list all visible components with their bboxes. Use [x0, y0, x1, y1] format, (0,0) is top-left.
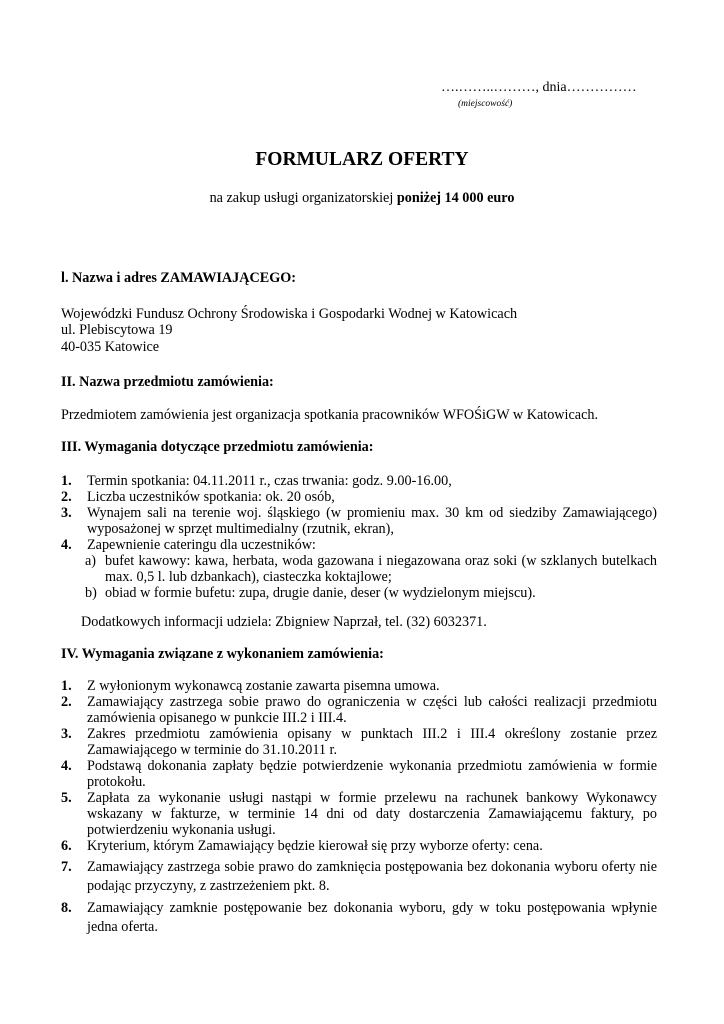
item-number: 1.	[61, 473, 72, 489]
item-number: 2.	[61, 694, 72, 710]
section1-heading: l. Nazwa i adres ZAMAWIAJĄCEGO:	[61, 270, 297, 286]
item-text: Zamawiający zastrzega sobie prawo do ograniczenia w części lub całości realizacji przedmiotu zamówienia opisanego w punkcie III.2 i III.4.	[87, 694, 657, 726]
item-number: 5.	[61, 790, 72, 806]
item-number: 3.	[61, 505, 72, 521]
section3-list	[61, 473, 657, 601]
place-date-line: ….……..………, dnia……………	[441, 80, 637, 95]
item-text: Zakres przedmiotu zamówienia opisany w punktach III.2 i III.4 określony zostanie przez Zamawiającego w terminie do 31.10.2011 r.	[87, 726, 657, 758]
item-text: Kryterium, którym Zamawiający będzie kierował się przy wyborze oferty: cena.	[87, 838, 543, 854]
list-item	[61, 790, 657, 838]
item-number: 3.	[61, 726, 72, 742]
place-hint: (miejscowość)	[458, 99, 513, 109]
list-item	[61, 505, 657, 537]
item-number: 7.	[61, 859, 72, 875]
list-item	[61, 726, 657, 758]
item-text: Termin spotkania: 04.11.2011 r., czas trwania: godz. 9.00-16.00,	[87, 473, 452, 489]
sub-item-text: obiad w formie bufetu: zupa, drugie danie, deser (w wydzielonym miejscu).	[105, 585, 536, 601]
item-text: Wynajem sali na terenie woj. śląskiego (w promieniu max. 30 km od siedziby Zamawiającego) wyposażonej w sprzęt multimedialny (rzutnik, ekran),	[87, 505, 657, 537]
sub-item	[61, 585, 657, 601]
item-number: 2.	[61, 489, 72, 505]
item-number: 8.	[61, 900, 72, 916]
page-title: FORMULARZ OFERTY	[255, 149, 469, 170]
list-item	[61, 694, 657, 726]
section2-text: Przedmiotem zamówienia jest organizacja spotkania pracowników WFOŚiGW w Katowicach.	[61, 407, 599, 423]
list-item	[61, 758, 657, 790]
item-text: Zapłata za wykonanie usługi nastąpi w formie przelewu na rachunek bankowy Wykonawcy wskazany w fakturze, w terminie 14 dni od daty dostarczenia Zamawiającemu faktury, po potwierdzeniu wykonania usługi.	[87, 790, 657, 838]
orderer-street: ul. Plebiscytowa 19	[61, 322, 173, 338]
item-text: Zamawiający zamknie postępowanie bez dokonania wyboru, gdy w toku postępowania wpłynie jedna oferta.	[87, 900, 657, 935]
item-text: Podstawą dokonania zapłaty będzie potwierdzenie wykonania przedmiotu zamówienia w formie protokołu.	[87, 758, 657, 790]
item-text: Zamawiający zastrzega sobie prawo do zamknięcia postępowania bez dokonania wyboru oferty nie podając przyczyny, z zastrzeżeniem pkt. 8.	[87, 859, 657, 894]
sub-item-label: b)	[85, 585, 97, 601]
list-item	[61, 489, 657, 505]
list-item	[61, 858, 657, 896]
section4-heading: IV. Wymagania związane z wykonaniem zamówienia:	[61, 646, 384, 662]
list-item	[61, 473, 657, 489]
subtitle-prefix: na zakup usługi organizatorskiej	[209, 190, 397, 206]
sub-item-text: bufet kawowy: kawa, herbata, woda gazowana i niegazowana oraz soki (w szklanych butelkach max. 0,5 l. lub dzbankach), ciasteczka koktajlowe;	[105, 553, 657, 585]
item-text: Z wyłonionym wykonawcą zostanie zawarta pisemna umowa.	[87, 678, 440, 694]
list-item	[61, 678, 657, 694]
item-number: 4.	[61, 758, 72, 774]
sub-item-label: a)	[85, 553, 97, 569]
section4-list	[61, 678, 657, 937]
list-item	[61, 838, 657, 854]
list-item	[61, 899, 657, 937]
list-item	[61, 537, 657, 553]
subtitle-bold: poniżej 14 000 euro	[396, 190, 515, 206]
item-text: Zapewnienie cateringu dla uczestników:	[87, 537, 316, 553]
sub-item	[61, 553, 657, 585]
orderer-city: 40-035 Katowice	[61, 339, 160, 355]
section3-heading: III. Wymagania dotyczące przedmiotu zamówienia:	[61, 439, 374, 455]
item-number: 4.	[61, 537, 72, 553]
orderer-name: Wojewódzki Fundusz Ochrony Środowiska i Gospodarki Wodnej w Katowicach	[61, 306, 518, 322]
subtitle	[0, 190, 724, 206]
item-number: 1.	[61, 678, 72, 694]
section2-heading: II. Nazwa przedmiotu zamówienia:	[61, 374, 274, 390]
item-number: 6.	[61, 838, 72, 854]
item-text: Liczba uczestników spotkania: ok. 20 osób,	[87, 489, 335, 505]
contact-info: Dodatkowych informacji udziela: Zbigniew Naprzał, tel. (32) 6032371.	[81, 614, 487, 630]
